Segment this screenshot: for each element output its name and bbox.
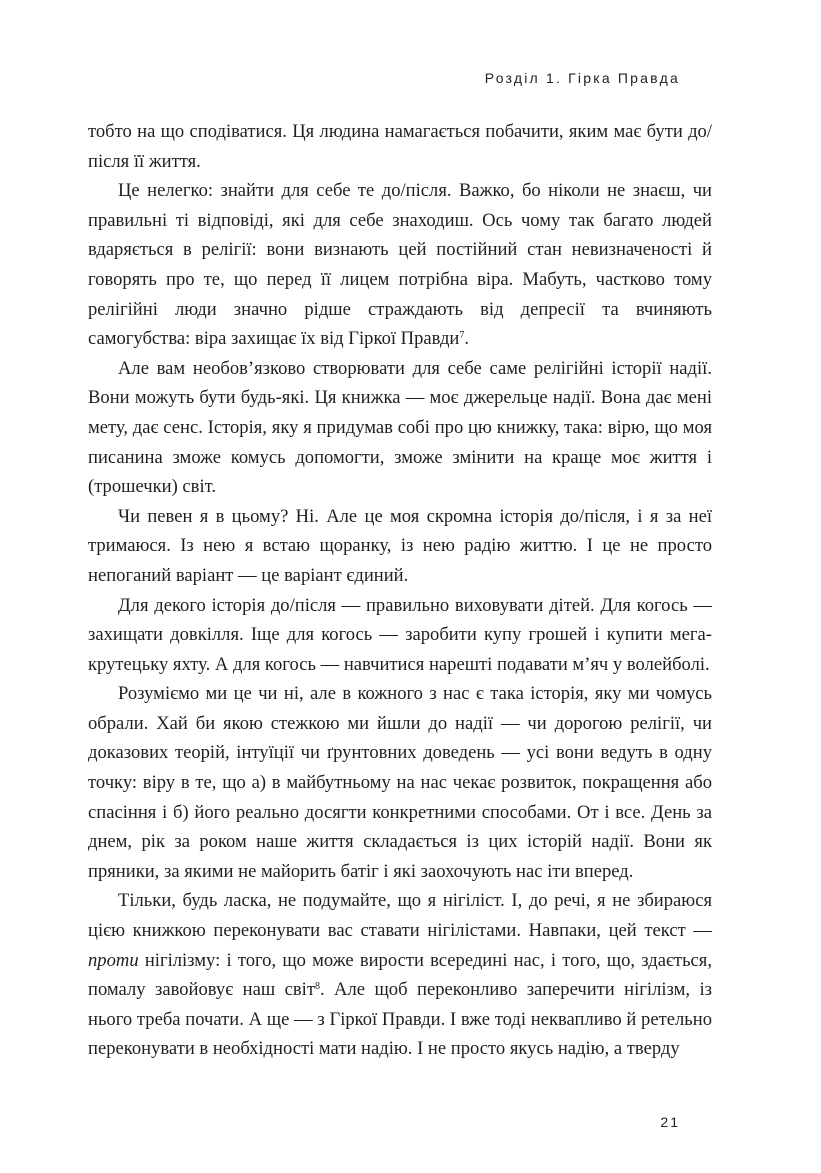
paragraph-3 <box>88 354 712 502</box>
running-head: Розділ 1. Гірка Правда <box>484 70 680 86</box>
emphasis-word: проти <box>88 949 139 971</box>
paragraph-text: Це нелегко: знайти для себе те до/після. Важко, бо ніколи не знаєш, чи правильні ті відповіді, які для себе знаходиш. Ось чому так багато людей вдаряється в релігії: вони визнають цей постійний стан невизначеності й говорять про те, що перед її лицем потрібна віра. Мабуть, частково тому релігійні люди значно рідше страждають від депресії та вчиняють самогубства: віра захищає їх від Гіркої Правди <box>88 180 712 350</box>
footnote-ref-7: 7 <box>459 330 465 342</box>
page-number: 21 <box>660 1114 680 1130</box>
paragraph-7 <box>88 886 712 1064</box>
paragraph-text: Розуміємо ми це чи ні, але в кожного з нас є така історія, яку ми чомусь обрали. Хай би якою стежкою ми йшли до надії — чи дорогою релігії, чи доказових теорій, інтуїції чи ґрунтовних доведень — усі вони ведуть в одну точку: віру в те, що а) в майбутньому на нас чекає розвиток, покращення або спасіння і б) його реально досягти конкретними способами. От і все. День за днем, рік за роком наше життя складається із цих історій надії. Вони як пряники, за якими не майорить батіг і які заохочують нас іти вперед. <box>88 683 712 882</box>
footnote-ref-8: 8 <box>314 981 320 993</box>
paragraph-6 <box>88 679 712 886</box>
paragraph-text: . Але щоб переконливо заперечити нігілізм, із нього треба почати. А ще — з Гіркої Правди. І вже тоді неквапливо й ретельно переконувати в необхідності мати надію. І не просто якусь надію, а тверду <box>88 979 712 1060</box>
body-text <box>88 117 712 1064</box>
paragraph-text: тобто на що сподіватися. Ця людина намагається побачити, яким має бути до/після її життя. <box>88 121 712 172</box>
paragraph-2: Це нелегко: знайти для себе те до/після. Важко, бо ніколи не знаєш, чи правильні ті відповіді, які для себе знаходиш. Ось чому так багато людей вдаряється в релігії: вони визнають цей постійний стан невизначеності й говорять про те, що перед її лицем потрібна віра. Мабуть, частково тому релігійні люди значно рідше страждають від депресії та вчиняють самогубства: віра захищає їх від Гіркої Правди$^7$. <box>88 180 712 350</box>
paragraph-1 <box>88 117 712 176</box>
paragraph-text: Тільки, будь ласка, не подумайте, що я нігіліст. І, до речі, я не збираюся цією книжкою переконувати вас ставати нігілістами. Навпаки, цей текст — <box>88 890 712 942</box>
paragraph-4 <box>88 502 712 591</box>
paragraph-text: Чи певен я в цьому? Ні. Але це моя скромна історія до/після, і я за неї тримаюся. Із нею я встаю щоранку, із нею радію життю. І це не просто непоганий варіант — це варіант єдиний. <box>88 505 712 586</box>
paragraph-text: Для декого історія до/після — правильно виховувати дітей. Для когось — захищати довкілля. Іще для когось — заробити купу грошей і купити мега-крутецьку яхту. А для когось — навчитися нарешті подавати м’яч у волейболі. <box>88 594 712 675</box>
paragraph-text: нігілізму: і того, що може вирости всередині нас, і того, що, здається, помалу завойовує наш світ <box>88 949 712 1001</box>
paragraph-5 <box>88 591 712 680</box>
paragraph-text: Але вам необов’язково створювати для себе саме релігійні історії надії. Вони можуть бути будь-які. Ця книжка — моє джерельце надії. Вона дає мені мету, дає сенс. Історія, яку я придумав собі про цю книжку, така: вірю, що моя писанина зможе комусь допомогти, зможе змінити на краще моє життя і (трошечки) світ. <box>88 357 712 498</box>
